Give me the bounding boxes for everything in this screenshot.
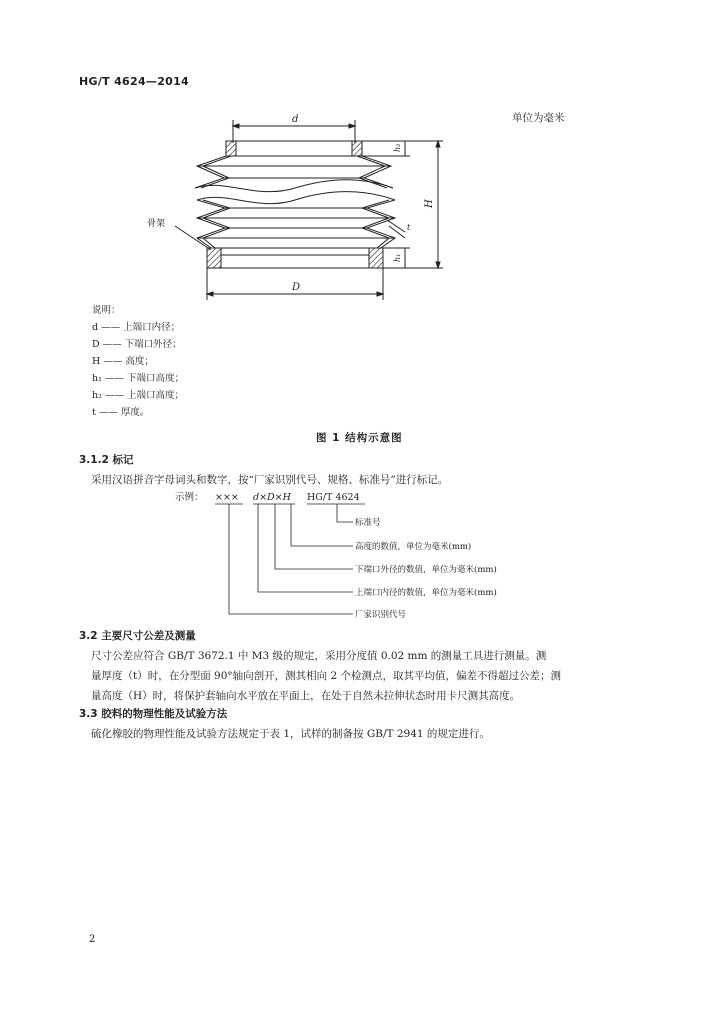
upper-ring-left bbox=[226, 141, 236, 156]
section-32-line-2: 量厚度（t）时，在分型面 90°轴向剖开，测其相向 2 个检测点，取其平均值，偏差不得超过公差；测 bbox=[91, 670, 562, 682]
label-h2: h₂ bbox=[393, 143, 402, 152]
section-32-line-3: 量高度（H）时，将保护套轴向水平放在平面上，在处于自然未拉伸状态时用卡尺测其高度。 bbox=[91, 690, 521, 702]
note-height: 高度的数值，单位为毫米(mm) bbox=[355, 542, 472, 552]
note-inner-diameter: 上端口内径的数值，单位为毫米(mm) bbox=[355, 588, 497, 598]
legend-item-h2: h₂ —— 上端口高度； bbox=[92, 390, 184, 401]
section-33-title: 3.3 胶料的物理性能及试验方法 bbox=[79, 708, 228, 720]
label-t: t bbox=[407, 223, 411, 232]
label-h1: h₁ bbox=[393, 253, 402, 262]
marking-example-diagram bbox=[175, 490, 555, 620]
upper-ring-right bbox=[352, 141, 362, 156]
example-dims: d×D×H bbox=[253, 492, 291, 503]
section-312-text: 采用汉语拼音字母词头和数字，按“厂家识别代号、规格、标准号”进行标记。 bbox=[91, 474, 449, 486]
example-code: ××× bbox=[215, 492, 239, 503]
structure-diagram bbox=[135, 108, 465, 303]
note-outer-diameter: 下端口外径的数值，单位为毫米(mm) bbox=[355, 565, 497, 575]
lower-ring-left bbox=[207, 248, 221, 268]
figure-caption: 图 1 结构示意图 bbox=[316, 432, 403, 444]
page-number: 2 bbox=[89, 934, 96, 945]
section-32-title: 3.2 主要尺寸公差及测量 bbox=[79, 630, 196, 642]
label-D: D bbox=[292, 282, 301, 293]
legend-item-d: d —— 上端口内径； bbox=[92, 322, 181, 333]
legend-item-D: D —— 下端口外径； bbox=[92, 339, 182, 350]
legend-item-t: t —— 厚度。 bbox=[92, 407, 150, 418]
section-312-title: 3.1.2 标记 bbox=[79, 454, 134, 466]
note-manufacturer-code: 厂家识别代号 bbox=[355, 610, 407, 620]
label-d: d bbox=[292, 114, 299, 125]
example-label: 示例： bbox=[175, 492, 204, 503]
section-33-text: 硫化橡胶的物理性能及试验方法规定于表 1，试样的制备按 GB/T 2941 的规定进行。 bbox=[91, 728, 490, 740]
unit-note: 单位为毫米 bbox=[512, 112, 565, 124]
legend-item-h1: h₁ —— 下端口高度； bbox=[92, 373, 184, 384]
legend-title: 说明： bbox=[92, 305, 121, 316]
note-standard: 标准号 bbox=[355, 518, 381, 528]
lower-ring-right bbox=[369, 248, 383, 268]
example-standard: HG/T 4624 bbox=[307, 492, 360, 503]
section-32-line-1: 尺寸公差应符合 GB/T 3672.1 中 M3 级的规定，采用分度值 0.02 mm 的测量工具进行测量。测 bbox=[91, 650, 547, 662]
label-H: H bbox=[424, 199, 435, 208]
standard-code-header: HG/T 4624—2014 bbox=[79, 75, 190, 88]
legend-item-H: H —— 高度； bbox=[92, 356, 154, 367]
label-frame: 骨架 bbox=[147, 219, 166, 229]
